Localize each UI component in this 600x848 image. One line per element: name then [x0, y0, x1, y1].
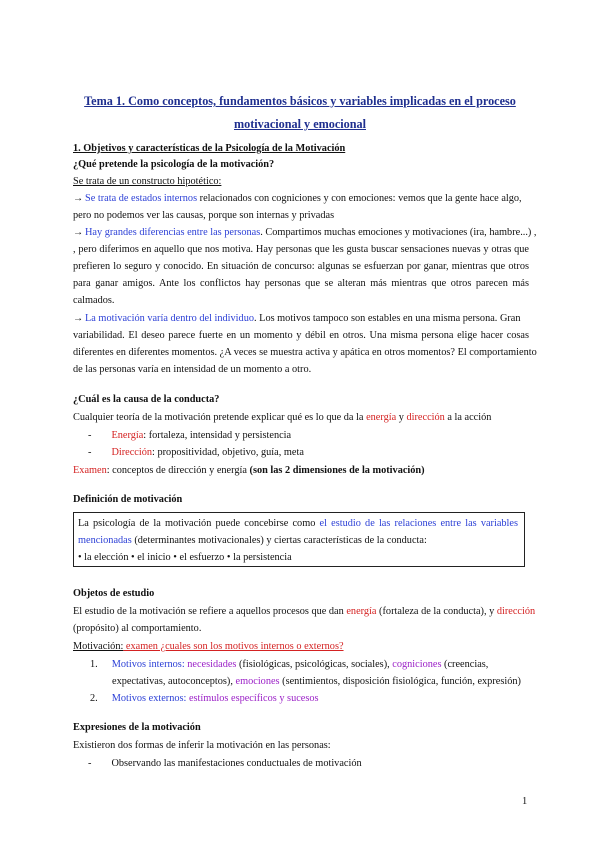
paragraph-3-line-4: de las personas varía en intensidad de un momento a otro.	[73, 364, 312, 375]
arrow-icon: →	[73, 227, 84, 238]
arrow-icon: →	[73, 193, 84, 204]
definition-box-line-1: La psicología de la motivación puede concebirse como el estudio de las relaciones entre las variables	[78, 518, 518, 529]
paragraph-2-line-5: calmados.	[73, 295, 115, 306]
list-item-energia: - Energía: fortaleza, intensidad y persistencia	[88, 430, 292, 441]
title-line-2: motivacional y emocional	[233, 117, 366, 131]
paragraph-3-line-3: diferentes en diferentes momentos. ¿A veces se muestra activa y apática en otros momentos? El comportamiento	[73, 347, 537, 358]
definition-box-line-3: • la elección • el inicio • el esfuerzo • la persistencia	[78, 552, 292, 563]
paragraph-1-line-1: → Se trata de estados internos relacionados con cogniciones y con emociones: vemos que la gente hace algo,	[73, 190, 529, 207]
expresiones-line-1: Existieron dos formas de inferir la motivación en las personas:	[73, 740, 331, 751]
expresiones-heading: Expresiones de la motivación	[73, 722, 201, 733]
arrow-icon: →	[73, 313, 84, 324]
highlight-text: Se trata de estados internos	[85, 193, 198, 204]
highlight-text: Hay grandes diferencias entre las personas	[85, 227, 261, 238]
list-item-direccion: - Dirección: propositividad, objetivo, guía, meta	[88, 447, 304, 458]
paragraph-3-line-2: variabilidad. El deseo parece fuerte en un momento y débil en otros. Una misma persona elige hacer cosas	[73, 330, 529, 341]
page-number: 1	[522, 796, 528, 807]
causa-intro: Cualquier teoría de la motivación pretende explicar qué es lo que da la energía y dirección a la acción	[73, 412, 492, 423]
paragraph-1-line-2: pero no podemos ver las causas, porque son internas y privadas	[73, 210, 335, 221]
expresiones-bullet: - Observando las manifestaciones conductuales de motivación	[88, 758, 362, 769]
list-item-internal-motives-line-2: expectativas, autoconceptos), emociones (sentimientos, disposición fisiológica, función, expresión)	[112, 676, 521, 687]
title-line-1: Tema 1. Como conceptos, fundamentos básicos y variables implicadas en el proceso	[84, 94, 516, 108]
list-item-internal-motives: 1. Motivos internos: necesidades (fisiológicas, psicológicas, sociales), cogniciones (creencias,	[90, 659, 489, 670]
paragraph-2-line-4: para ganar amigos. Ante los conflictos hay personas que se alteran más mientras que otros parecen más	[73, 278, 529, 289]
definicion-heading: Definición de motivación	[73, 494, 183, 505]
motivacion-exam-line: Motivación: examen ¿cuales son los motivos internos o externos?	[73, 641, 344, 652]
paragraph-3-line-1: → La motivación varía dentro del individuo. Los motivos tampoco son estables en una misma persona. Gran	[73, 310, 529, 327]
objetos-line-2: (propósito) al comportamiento.	[73, 623, 202, 634]
question-heading: ¿Qué pretende la psicología de la motivación?	[73, 159, 275, 170]
document-title	[60, 90, 540, 136]
exam-note: Examen: conceptos de dirección y energía (son las 2 dimensiones de la motivación)	[73, 465, 425, 476]
paragraph-2-line-3: prefieren lo seguro y conocido. En situación de concurso: algunas se esfuerzan por ganar, mientras que otros	[73, 261, 529, 272]
objetos-line-1: El estudio de la motivación se refiere a aquellos procesos que dan energía (fortaleza de la conducta), y dirección	[73, 606, 536, 617]
paragraph-2-line-2: , pero diferimos en aquello que nos motiva. Hay personas que les gusta buscar sensaciones nuevas y otras que	[73, 244, 529, 255]
objetos-heading: Objetos de estudio	[73, 588, 155, 599]
section-heading: 1. Objetivos y características de la Psicología de la Motivación	[73, 143, 346, 154]
highlight-text: La motivación varía dentro del individuo	[85, 313, 254, 324]
construct-line: Se trata de un constructo hipotético:	[73, 176, 222, 187]
paragraph-2-line-1: → Hay grandes diferencias entre las personas. Compartimos muchas emociones y motivaciones (ira, hambre...) ,	[73, 224, 529, 241]
causa-heading: ¿Cuál es la causa de la conducta?	[73, 394, 220, 405]
definition-box-line-2: mencionadas (determinantes motivacionales) y ciertas características de la conducta:	[78, 535, 427, 546]
list-item-external-motives: 2. Motivos externos: estímulos específicos y sucesos	[90, 693, 319, 704]
